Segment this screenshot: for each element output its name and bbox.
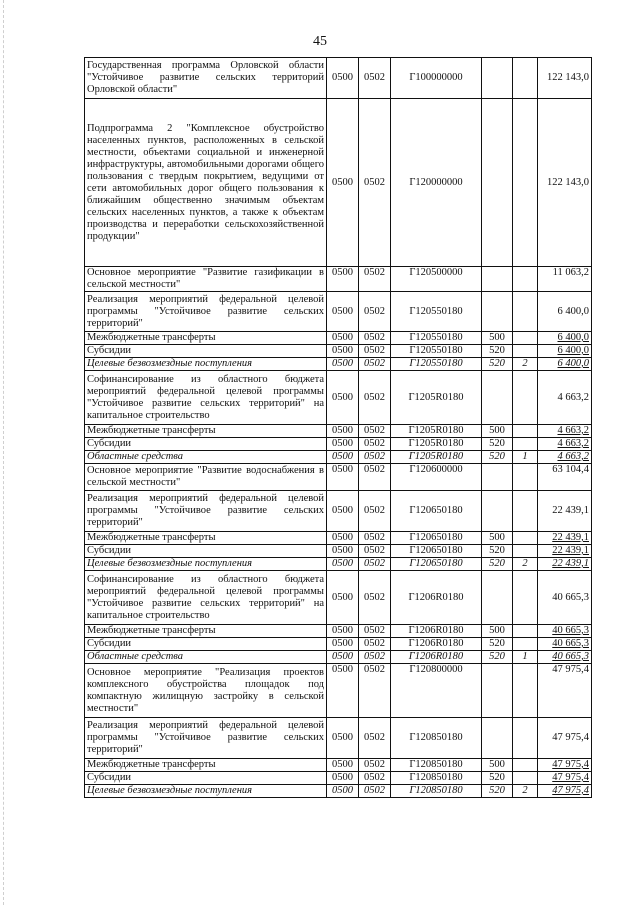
row-amount-cell: 47 975,4	[538, 772, 592, 785]
row-expense-type-cell: 500	[482, 625, 513, 638]
row-expense-type-cell: 500	[482, 425, 513, 438]
row-target-article-cell: Г120850180	[391, 785, 482, 798]
page-number: 45	[313, 34, 327, 49]
row-target-article-cell: Г120550180	[391, 345, 482, 358]
row-name-cell: Областные средства	[85, 651, 327, 664]
row-name-cell: Межбюджетные трансферты	[85, 532, 327, 545]
row-expense-type-cell: 520	[482, 545, 513, 558]
row-section-cell: 0500	[327, 358, 359, 371]
row-section-cell: 0500	[327, 99, 359, 267]
row-source-cell	[513, 99, 538, 267]
row-source-cell	[513, 345, 538, 358]
row-expense-type-cell	[482, 571, 513, 625]
table-row	[85, 292, 592, 332]
row-subsection-cell: 0502	[359, 772, 391, 785]
row-expense-type-cell	[482, 292, 513, 332]
row-expense-type-cell: 520	[482, 345, 513, 358]
row-subsection-cell: 0502	[359, 58, 391, 99]
binding-margin-line	[3, 0, 6, 905]
row-target-article-cell: Г1205R0180	[391, 451, 482, 464]
row-amount-cell: 22 439,1	[538, 558, 592, 571]
row-section-cell: 0500	[327, 371, 359, 425]
row-source-cell	[513, 571, 538, 625]
table-row	[85, 571, 592, 625]
row-expense-type-cell: 500	[482, 532, 513, 545]
row-amount-cell: 6 400,0	[538, 332, 592, 345]
row-section-cell: 0500	[327, 772, 359, 785]
row-amount-cell: 47 975,4	[538, 759, 592, 772]
row-subsection-cell: 0502	[359, 345, 391, 358]
row-subsection-cell: 0502	[359, 358, 391, 371]
row-target-article-cell: Г120550180	[391, 358, 482, 371]
row-section-cell: 0500	[327, 58, 359, 99]
row-name-cell: Целевые безвозмездные поступления	[85, 785, 327, 798]
row-source-cell: 2	[513, 358, 538, 371]
table-row	[85, 332, 592, 345]
row-section-cell: 0500	[327, 625, 359, 638]
row-section-cell: 0500	[327, 425, 359, 438]
row-source-cell	[513, 464, 538, 491]
row-expense-type-cell: 520	[482, 651, 513, 664]
row-section-cell: 0500	[327, 638, 359, 651]
table-row	[85, 58, 592, 99]
table-row	[85, 267, 592, 292]
row-amount-cell: 11 063,2	[538, 267, 592, 292]
row-subsection-cell: 0502	[359, 759, 391, 772]
row-target-article-cell: Г120650180	[391, 532, 482, 545]
row-subsection-cell: 0502	[359, 371, 391, 425]
row-section-cell: 0500	[327, 651, 359, 664]
row-amount-cell: 4 663,2	[538, 371, 592, 425]
row-section-cell: 0500	[327, 545, 359, 558]
row-target-article-cell: Г120800000	[391, 664, 482, 718]
table-row	[85, 532, 592, 545]
row-name-cell: Межбюджетные трансферты	[85, 332, 327, 345]
table-row	[85, 451, 592, 464]
row-target-article-cell: Г120850180	[391, 772, 482, 785]
row-amount-cell: 47 975,4	[538, 664, 592, 718]
row-source-cell	[513, 58, 538, 99]
row-name-cell: Государственная программа Орловской области "Устойчивое развитие сельских территорий Орловской области"	[85, 58, 327, 99]
row-amount-cell: 6 400,0	[538, 358, 592, 371]
row-target-article-cell: Г1205R0180	[391, 371, 482, 425]
row-amount-cell: 47 975,4	[538, 718, 592, 759]
row-subsection-cell: 0502	[359, 451, 391, 464]
table-row	[85, 491, 592, 532]
row-name-cell: Основное мероприятие "Развитие газификации в сельской местности"	[85, 267, 327, 292]
row-amount-cell: 22 439,1	[538, 532, 592, 545]
row-name-cell: Реализация мероприятий федеральной целевой программы "Устойчивое развитие сельских территорий"	[85, 491, 327, 532]
row-source-cell	[513, 759, 538, 772]
table-row	[85, 638, 592, 651]
row-target-article-cell: Г1206R0180	[391, 651, 482, 664]
row-section-cell: 0500	[327, 292, 359, 332]
row-name-cell: Основное мероприятие "Развитие водоснабжения в сельской местности"	[85, 464, 327, 491]
row-section-cell: 0500	[327, 491, 359, 532]
table-row	[85, 545, 592, 558]
row-name-cell: Основное мероприятие "Реализация проектов комплексного обустройства площадок под компактную жилищную застройку в сельской местности"	[85, 664, 327, 718]
row-amount-cell: 40 665,3	[538, 638, 592, 651]
row-name-cell: Софинансирование из областного бюджета мероприятий федеральной целевой программы "Устойчивое развитие сельских территорий" на капитальное строительство	[85, 371, 327, 425]
table-row	[85, 438, 592, 451]
table-row	[85, 358, 592, 371]
row-source-cell: 1	[513, 451, 538, 464]
row-subsection-cell: 0502	[359, 625, 391, 638]
row-expense-type-cell: 520	[482, 772, 513, 785]
row-expense-type-cell: 520	[482, 785, 513, 798]
row-subsection-cell: 0502	[359, 718, 391, 759]
row-expense-type-cell: 520	[482, 558, 513, 571]
row-target-article-cell: Г100000000	[391, 58, 482, 99]
row-target-article-cell: Г120550180	[391, 332, 482, 345]
table-row	[85, 651, 592, 664]
row-name-cell: Субсидии	[85, 638, 327, 651]
row-name-cell: Подпрограмма 2 "Комплексное обустройство населенных пунктов, расположенных в сельской местности, объектами социальной и инженерной инфраструктуры, автомобильными дорогами общего пользования с твердым покрытием, ведущими от сети автомобильных дорог общего пользования к ближайшим общественно значимым объектам сельских населенных пунктов, а также к объектам производства и переработки сельскохозяйственной продукции"	[85, 99, 327, 267]
row-amount-cell: 40 665,3	[538, 651, 592, 664]
table-row	[85, 558, 592, 571]
row-section-cell: 0500	[327, 759, 359, 772]
row-target-article-cell: Г120650180	[391, 545, 482, 558]
row-target-article-cell: Г1206R0180	[391, 638, 482, 651]
row-source-cell	[513, 545, 538, 558]
row-amount-cell: 122 143,0	[538, 99, 592, 267]
row-source-cell	[513, 718, 538, 759]
row-expense-type-cell	[482, 464, 513, 491]
row-expense-type-cell: 520	[482, 638, 513, 651]
row-target-article-cell: Г1206R0180	[391, 625, 482, 638]
row-amount-cell: 4 663,2	[538, 451, 592, 464]
row-amount-cell: 22 439,1	[538, 491, 592, 532]
row-amount-cell: 40 665,3	[538, 571, 592, 625]
row-source-cell	[513, 425, 538, 438]
row-amount-cell: 63 104,4	[538, 464, 592, 491]
row-source-cell	[513, 491, 538, 532]
row-name-cell: Субсидии	[85, 438, 327, 451]
row-expense-type-cell	[482, 664, 513, 718]
row-expense-type-cell	[482, 371, 513, 425]
table-row	[85, 345, 592, 358]
table-row	[85, 625, 592, 638]
row-subsection-cell: 0502	[359, 292, 391, 332]
row-section-cell: 0500	[327, 332, 359, 345]
row-expense-type-cell: 500	[482, 759, 513, 772]
row-expense-type-cell	[482, 718, 513, 759]
table-row	[85, 772, 592, 785]
row-target-article-cell: Г120550180	[391, 292, 482, 332]
row-expense-type-cell	[482, 491, 513, 532]
row-source-cell	[513, 292, 538, 332]
row-section-cell: 0500	[327, 664, 359, 718]
row-subsection-cell: 0502	[359, 532, 391, 545]
row-subsection-cell: 0502	[359, 425, 391, 438]
row-amount-cell: 4 663,2	[538, 425, 592, 438]
row-target-article-cell: Г1205R0180	[391, 425, 482, 438]
row-subsection-cell: 0502	[359, 571, 391, 625]
table-row	[85, 99, 592, 267]
budget-table	[84, 57, 592, 798]
table-row	[85, 464, 592, 491]
row-amount-cell: 122 143,0	[538, 58, 592, 99]
row-subsection-cell: 0502	[359, 558, 391, 571]
row-expense-type-cell: 520	[482, 451, 513, 464]
row-target-article-cell: Г120850180	[391, 759, 482, 772]
row-name-cell: Софинансирование из областного бюджета мероприятий федеральной целевой программы "Устойчивое развитие сельских территорий" на капитальное строительство	[85, 571, 327, 625]
row-subsection-cell: 0502	[359, 438, 391, 451]
row-subsection-cell: 0502	[359, 491, 391, 532]
row-name-cell: Субсидии	[85, 345, 327, 358]
row-amount-cell: 22 439,1	[538, 545, 592, 558]
row-target-article-cell: Г120500000	[391, 267, 482, 292]
row-source-cell	[513, 772, 538, 785]
row-name-cell: Субсидии	[85, 772, 327, 785]
row-source-cell	[513, 532, 538, 545]
row-source-cell: 2	[513, 558, 538, 571]
row-source-cell	[513, 371, 538, 425]
row-source-cell	[513, 438, 538, 451]
row-target-article-cell: Г120600000	[391, 464, 482, 491]
row-target-article-cell: Г120000000	[391, 99, 482, 267]
row-source-cell	[513, 267, 538, 292]
row-section-cell: 0500	[327, 438, 359, 451]
row-section-cell: 0500	[327, 718, 359, 759]
table-row	[85, 718, 592, 759]
row-expense-type-cell: 520	[482, 438, 513, 451]
row-subsection-cell: 0502	[359, 545, 391, 558]
row-section-cell: 0500	[327, 464, 359, 491]
row-section-cell: 0500	[327, 558, 359, 571]
row-subsection-cell: 0502	[359, 332, 391, 345]
row-subsection-cell: 0502	[359, 785, 391, 798]
table-row	[85, 664, 592, 718]
row-subsection-cell: 0502	[359, 638, 391, 651]
row-name-cell: Целевые безвозмездные поступления	[85, 558, 327, 571]
row-amount-cell: 47 975,4	[538, 785, 592, 798]
table-row	[85, 759, 592, 772]
row-source-cell	[513, 332, 538, 345]
row-section-cell: 0500	[327, 532, 359, 545]
row-name-cell: Реализация мероприятий федеральной целевой программы "Устойчивое развитие сельских территорий"	[85, 718, 327, 759]
table-row	[85, 785, 592, 798]
row-section-cell: 0500	[327, 267, 359, 292]
row-source-cell	[513, 664, 538, 718]
row-section-cell: 0500	[327, 571, 359, 625]
row-section-cell: 0500	[327, 451, 359, 464]
row-name-cell: Реализация мероприятий федеральной целевой программы "Устойчивое развитие сельских территорий"	[85, 292, 327, 332]
row-source-cell	[513, 638, 538, 651]
row-subsection-cell: 0502	[359, 464, 391, 491]
row-target-article-cell: Г120650180	[391, 558, 482, 571]
row-subsection-cell: 0502	[359, 651, 391, 664]
row-name-cell: Областные средства	[85, 451, 327, 464]
row-name-cell: Межбюджетные трансферты	[85, 759, 327, 772]
row-name-cell: Межбюджетные трансферты	[85, 625, 327, 638]
row-subsection-cell: 0502	[359, 267, 391, 292]
row-source-cell: 1	[513, 651, 538, 664]
row-name-cell: Субсидии	[85, 545, 327, 558]
table-row	[85, 371, 592, 425]
row-target-article-cell: Г1206R0180	[391, 571, 482, 625]
row-expense-type-cell	[482, 267, 513, 292]
row-source-cell	[513, 625, 538, 638]
row-subsection-cell: 0502	[359, 664, 391, 718]
row-source-cell: 2	[513, 785, 538, 798]
row-amount-cell: 6 400,0	[538, 292, 592, 332]
row-expense-type-cell: 520	[482, 358, 513, 371]
row-name-cell: Целевые безвозмездные поступления	[85, 358, 327, 371]
row-target-article-cell: Г120650180	[391, 491, 482, 532]
row-target-article-cell: Г1205R0180	[391, 438, 482, 451]
row-amount-cell: 40 665,3	[538, 625, 592, 638]
row-name-cell: Межбюджетные трансферты	[85, 425, 327, 438]
row-target-article-cell: Г120850180	[391, 718, 482, 759]
row-expense-type-cell	[482, 58, 513, 99]
table-row	[85, 425, 592, 438]
row-expense-type-cell: 500	[482, 332, 513, 345]
row-expense-type-cell	[482, 99, 513, 267]
row-amount-cell: 4 663,2	[538, 438, 592, 451]
row-section-cell: 0500	[327, 345, 359, 358]
row-amount-cell: 6 400,0	[538, 345, 592, 358]
row-subsection-cell: 0502	[359, 99, 391, 267]
row-section-cell: 0500	[327, 785, 359, 798]
